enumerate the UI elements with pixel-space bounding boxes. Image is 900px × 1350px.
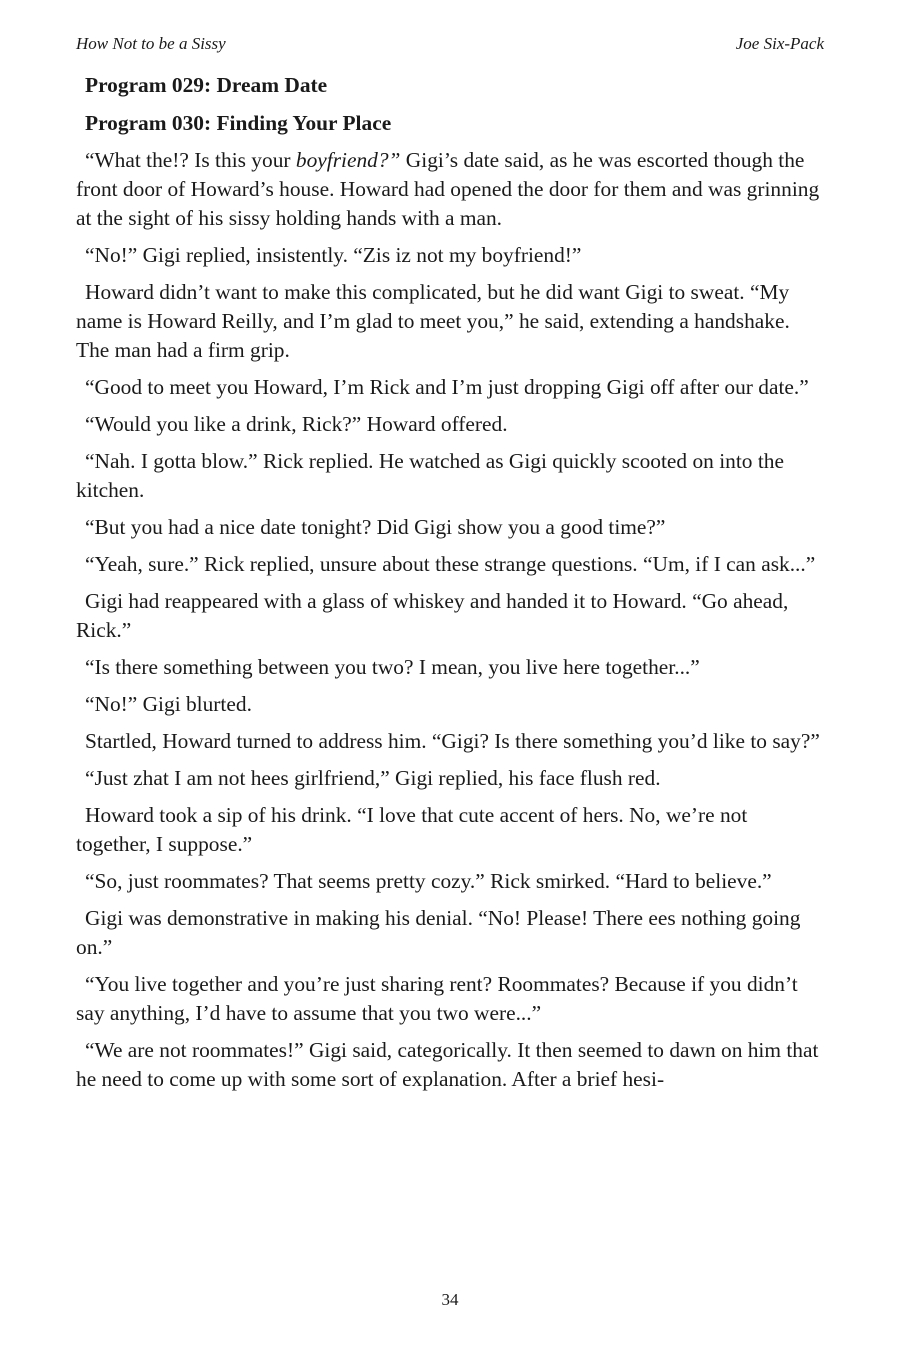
paragraph: Startled, Howard turned to address him. “Gigi? Is there something you’d like to say?” <box>85 729 820 753</box>
paragraph: “But you had a nice date tonight? Did Gigi show you a good time?” <box>85 515 666 539</box>
emphasized-text: boyfriend?” <box>295 148 401 172</box>
paragraph: Howard took a sip of his drink. “I love that cute accent of hers. No, we’re not together, I suppose.” <box>76 803 748 856</box>
paragraph <box>76 146 824 233</box>
paragraph: Howard didn’t want to make this complicated, but he did want Gigi to sweat. “My name is Howard Reilly, and I’m glad to meet you,” he said, extending a handshake. The man had a firm grip. <box>76 280 790 362</box>
paragraph: “Is there something between you two? I mean, you live here together...” <box>85 655 700 679</box>
paragraph: “Would you like a drink, Rick?” Howard offered. <box>85 412 508 436</box>
paragraph: Gigi was demonstrative in making his denial. “No! Please! There ees nothing going on.” <box>76 906 801 959</box>
running-header <box>76 34 824 54</box>
paragraph: “So, just roommates? That seems pretty cozy.” Rick smirked. “Hard to believe.” <box>85 869 772 893</box>
paragraph: “We are not roommates!” Gigi said, categorically. It then seemed to dawn on him that he need to come up with some sort of explanation. After a brief hesi- <box>76 1038 819 1091</box>
page-body <box>76 70 824 1102</box>
section-heading: Program 030: Finding Your Place <box>85 111 392 135</box>
paragraph: “Just zhat I am not hees girlfriend,” Gigi replied, his face flush red. <box>85 766 661 790</box>
paragraph-text: Gigi’s date said, as he was escorted though the front door of Howard’s house. Howard had opened the door for them and was grinning at the sight of his sissy holding hands with a man. <box>76 148 820 230</box>
book-title: How Not to be a Sissy <box>76 34 226 53</box>
page-number: 34 <box>441 1290 459 1309</box>
paragraph: “Yeah, sure.” Rick replied, unsure about these strange questions. “Um, if I can ask...” <box>85 552 816 576</box>
paragraph: Gigi had reappeared with a glass of whiskey and handed it to Howard. “Go ahead, Rick.” <box>76 589 789 642</box>
paragraph: “No!” Gigi blurted. <box>85 692 252 716</box>
paragraph: “No!” Gigi replied, insistently. “Zis iz not my boyfriend!” <box>85 243 582 267</box>
section-heading: Program 029: Dream Date <box>85 73 328 97</box>
author-name: Joe Six-Pack <box>735 34 824 53</box>
paragraph: “Good to meet you Howard, I’m Rick and I’m just dropping Gigi off after our date.” <box>85 375 809 399</box>
paragraph: “Nah. I gotta blow.” Rick replied. He watched as Gigi quickly scooted on into the kitchen. <box>76 449 784 502</box>
paragraph-text: “What the!? Is this your <box>85 148 296 172</box>
paragraph: “You live together and you’re just sharing rent? Roommates? Because if you didn’t say anything, I’d have to assume that you two were...” <box>76 972 798 1025</box>
